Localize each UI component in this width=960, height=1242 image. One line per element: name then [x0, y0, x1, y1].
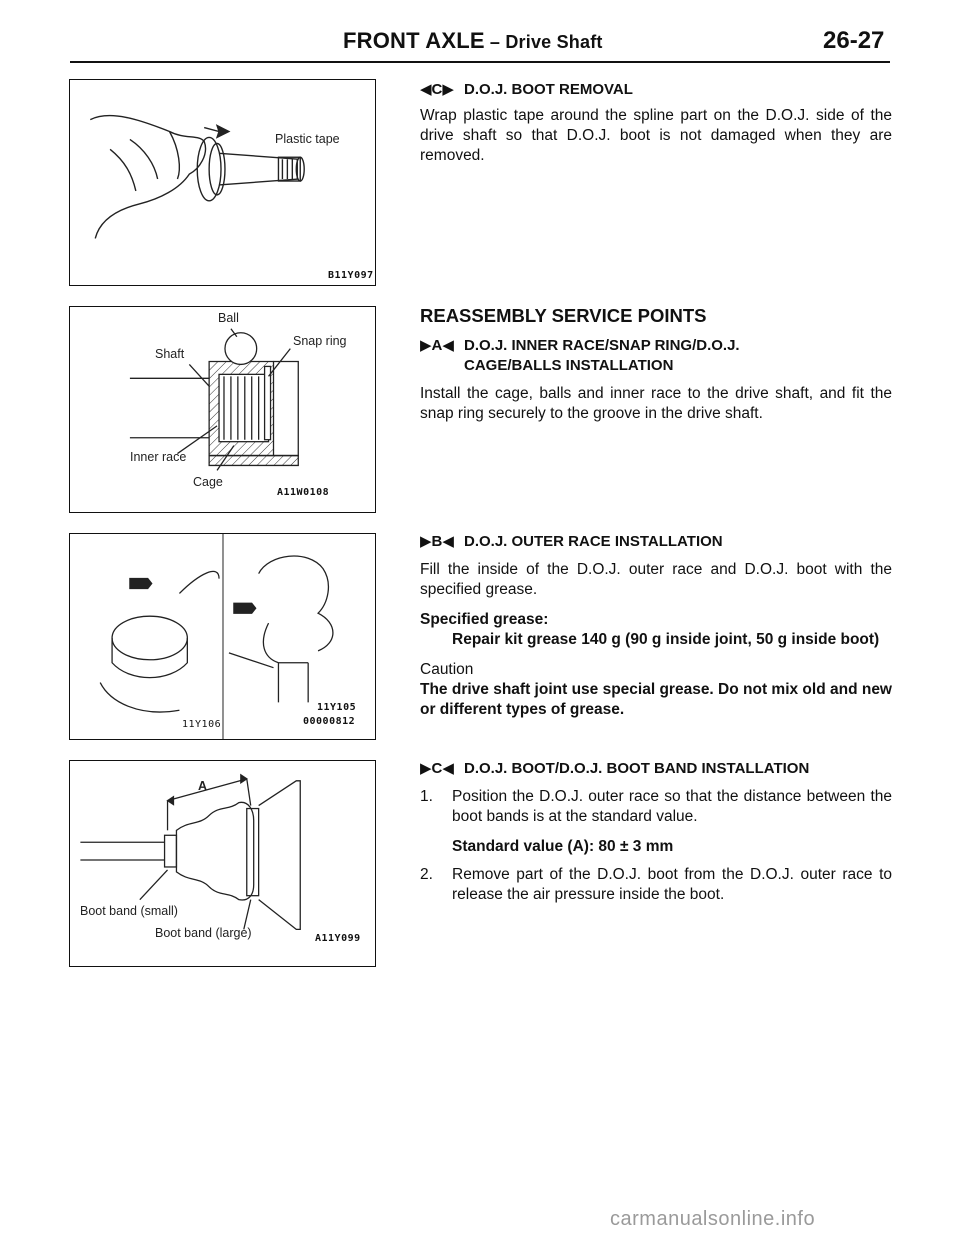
page-number: 26-27 [823, 27, 885, 54]
item-text: Position the D.O.J. outer race so that the distance between the boot bands is at the standard value. [452, 788, 892, 825]
step-heading-c [420, 759, 892, 779]
step-heading-removal [420, 80, 892, 100]
figure-plastic-tape [69, 79, 376, 286]
step-marker: ◀C▶ [420, 81, 454, 98]
step-marker: ▶C◀ [420, 760, 454, 777]
figure-code-extra: 00000812 [303, 716, 356, 727]
caution-label: Caution [420, 661, 474, 678]
step-body: Wrap plastic tape around the spline part on the D.O.J. side of the drive shaft so that D.O.J. boot is not damaged when they are removed. [420, 107, 892, 164]
item-number: 1. [420, 788, 433, 805]
figure-inner-race [69, 306, 376, 513]
step-title-line1: D.O.J. INNER RACE/SNAP RING/D.O.J. [464, 337, 740, 354]
section-heading: REASSEMBLY SERVICE POINTS [420, 305, 707, 326]
label-inner-race: Inner race [130, 450, 187, 464]
step-title: D.O.J. BOOT REMOVAL [464, 81, 633, 98]
step-body: Fill the inside of the D.O.J. outer race and D.O.J. boot with the specified grease. [420, 561, 892, 598]
list-item [420, 865, 892, 905]
step-title-line2: CAGE/BALLS INSTALLATION [464, 357, 674, 374]
label-plastic-tape: Plastic tape [275, 132, 340, 146]
figure-code: A11Y099 [315, 933, 361, 944]
list-item [420, 787, 892, 827]
label-ball: Ball [218, 311, 239, 325]
label-boot-band-large: Boot band (large) [155, 926, 252, 940]
figure-grease-fill [69, 533, 376, 740]
label-snap-ring: Snap ring [293, 334, 347, 348]
spec-value: Repair kit grease 140 g (90 g inside joint, 50 g inside boot) [452, 631, 880, 648]
item-text: Remove part of the D.O.J. boot from the D.O.J. outer race to release the air pressure inside the boot. [452, 866, 892, 903]
caution-text: The drive shaft joint use special grease. Do not mix old and new or different types of grease. [420, 681, 892, 718]
step-heading-b [420, 532, 892, 552]
label-cage: Cage [193, 475, 223, 489]
section-outer-race [420, 532, 892, 720]
item-number: 2. [420, 866, 433, 883]
spec-label: Specified grease: [420, 611, 549, 628]
step-body: Install the cage, balls and inner race to the drive shaft, and fit the snap ring securely to the groove in the drive shaft. [420, 385, 892, 422]
figure-code: A11W0108 [277, 487, 330, 498]
watermark: carmanualsonline.info [610, 1208, 816, 1230]
section-boot-band [420, 759, 892, 905]
section-boot-removal [420, 80, 892, 166]
figure-code-left: 11Y106 [182, 719, 222, 730]
section-reassembly [420, 306, 892, 424]
figure-boot-band [69, 760, 376, 967]
step-marker: ▶A◀ [420, 337, 454, 354]
figure-code: B11Y097 [328, 270, 374, 281]
label-dimension-a: A [198, 779, 208, 793]
step-title: D.O.J. OUTER RACE INSTALLATION [464, 533, 723, 550]
label-shaft: Shaft [155, 347, 185, 361]
drive-shaft-tape-illustration [70, 80, 375, 285]
header-rule [70, 61, 890, 63]
label-boot-band-small: Boot band (small) [80, 904, 178, 918]
figure-code-right: 11Y105 [317, 702, 357, 713]
page-title: FRONT AXLE – Drive Shaft [343, 28, 603, 53]
step-heading-a [420, 336, 892, 376]
standard-value: Standard value (A): 80 ± 3 mm [452, 838, 674, 855]
step-title: D.O.J. BOOT/D.O.J. BOOT BAND INSTALLATION [464, 760, 810, 777]
step-marker: ▶B◀ [420, 533, 454, 550]
page-header [0, 0, 960, 62]
